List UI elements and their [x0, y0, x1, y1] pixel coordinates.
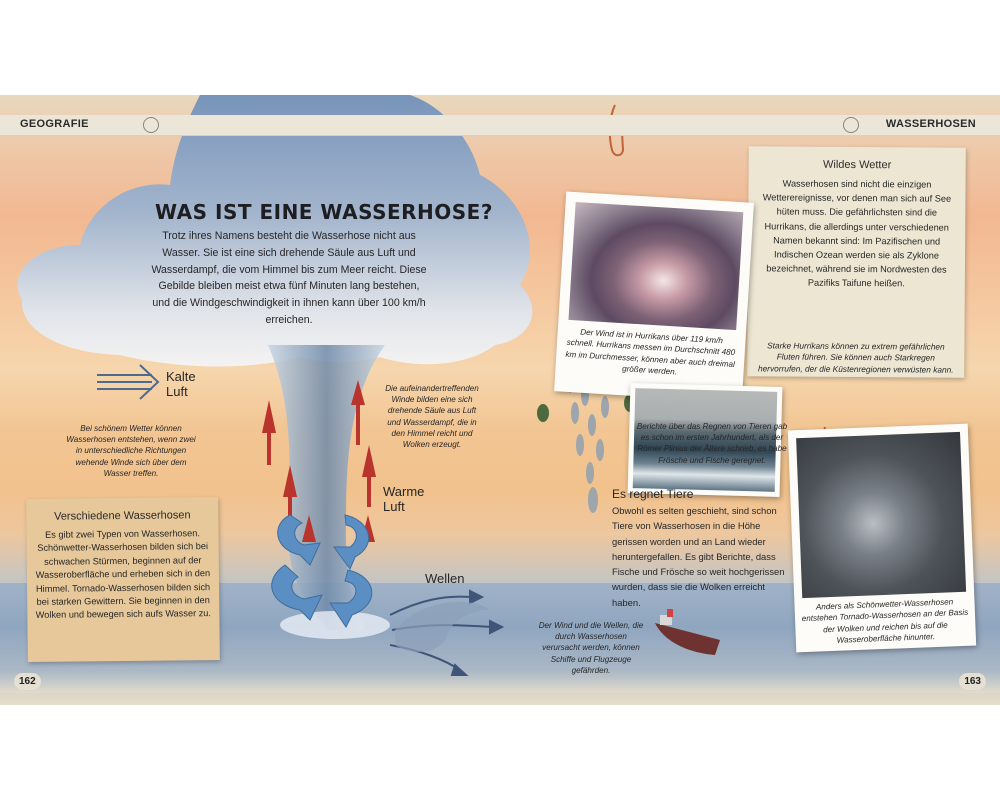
tornado-photo — [788, 424, 976, 653]
column-note: Die aufeinandertreffenden Winde bilden eine sich drehende Säule aus Luft und Wasserdampf, die in den Himmel reicht und Wolken erzeugt. — [385, 384, 479, 450]
warm-air-label: Warme Luft — [383, 484, 425, 514]
flood-note: Starke Hurrikans können zu extrem gefährlichen Fluten führen. Sie können auch Starkregen hervorrufen, der die Küstenregionen verwüsten kann. — [757, 340, 954, 375]
card-text: Es gibt zwei Typen von Wasserhosen. Schönwetter-Wasserhosen bilden sich bei schwachen Stürmen, beginnen auf der Wasseroberfläche und erheben sich in den Himmel. Tornado-Wasserhosen bilden sich bei starken Gewittern. Sie beginnen in den Wolken und bewegen sich aufs Wasser zu. — [35, 528, 211, 621]
water-spray — [280, 611, 390, 639]
page-number-right: 163 — [959, 673, 986, 690]
header-circle-icon — [843, 117, 859, 133]
book-spread — [0, 95, 1000, 705]
hurricane-photo — [554, 191, 754, 402]
card-title: Wildes Wetter — [822, 158, 892, 172]
card-title: Verschiedene Wasserhosen — [53, 509, 191, 523]
ships-note: Der Wind und die Wellen, die durch Wasserhosen verursacht werden, können Schiffe und Flugzeuge gefährden. — [538, 621, 644, 675]
waves-label: Wellen — [425, 571, 465, 586]
hurricane-image — [568, 202, 743, 330]
fair-weather-note: Bei schönem Wetter können Wasserhosen entstehen, wenn zwei in unterschiedliche Richtungen wehende Winde sich über dem Wasser treffen. — [66, 424, 196, 478]
topic-label: WASSERHOSEN — [885, 118, 976, 130]
card-text: Wasserhosen sind nicht die einzigen Wetterereignisse, vor denen man sich auf See hüten muss. Die gefährlichsten sind die Hurrikans, die allerdings unter verschiedenen Namen bekannt sind: Im Pazifischen und Indischen Ozean werden sie als Zyklone bezeichnet, während sie im Nordwesten des Pazifiks Taifune heißen. — [762, 178, 952, 289]
animal-rain-note: Berichte über das Regnen von Tieren gab es schon im ersten Jahrhundert, als der Römer Plinius der Ältere schrieb, es habe Frösche und Fische geregnet. — [636, 422, 788, 465]
page-number-left: 162 — [14, 673, 41, 690]
tornado-caption: Anders als Schönwetter-Wasserhosen entstehen Tornado-Wasserhosen an der Basis der Wolken und reichen bis auf die Wasseroberfläche hinunter. — [801, 597, 969, 645]
header-circle-icon — [143, 117, 159, 133]
ship-illustration — [655, 609, 720, 655]
tornado-waterspout-image — [796, 432, 966, 598]
page-title: WAS IST EINE WASSERHOSE? — [155, 200, 493, 224]
cold-air-label: Kalte Luft — [166, 369, 196, 399]
card-wild-weather — [747, 146, 966, 378]
animal-rain-title: Es regnet Tiere — [612, 487, 694, 501]
card-different-waterspouts — [26, 497, 220, 662]
cold-air-arrows — [97, 365, 158, 399]
hurricane-caption: Der Wind ist in Hurrikans über 119 km/h schnell. Hurrikans messen im Durchschnitt 480 km im Durchmesser, können aber auch dreimal größer werden. — [565, 327, 736, 377]
section-label: GEOGRAFIE — [20, 118, 89, 130]
intro-text: Trotz ihres Namens besteht die Wasserhose nicht aus Wasser. Sie ist eine sich drehende Säule aus Luft und Wasserdampf, die vom Himmel bis zum Meer reicht. Diese Gebilde bleiben meist etwa fünf Minuten lang bestehen, und die Windgeschwindigkeit in ihnen kann über 100 km/h erreichen. — [151, 230, 427, 326]
animal-rain-text: Obwohl es selten geschieht, sind schon Tiere von Wasserhosen in die Höhe gerissen worden und an Land wieder heruntergefallen. Es gibt Berichte, dass Fische und Frösche so weit hochgerissen wurden, dass sie die Wolken erreicht haben. — [612, 505, 785, 608]
